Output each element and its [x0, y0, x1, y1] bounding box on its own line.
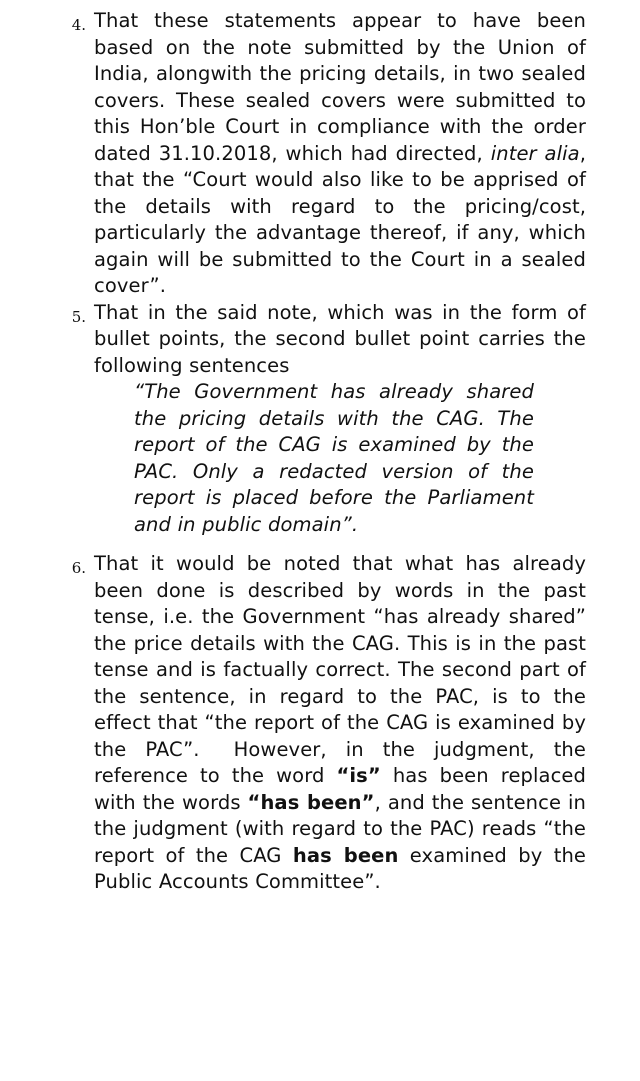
paragraph-6-run-1: That it would be noted that what has already been done is described by words in the past tense, i.e. the Government “has already shared” the price details with the CAG. This is in the past tense and is factually correct. The second part of the sentence, in regard to the PAC, is to the effect that “the report of the CAG is examined by the PAC”.: [94, 552, 586, 761]
paragraph-6-run-4-bold: “is”: [336, 764, 381, 787]
paragraph-5-run-1: That in the said note, which was in the form of bullet points, the second bullet point carries the following sentences: [94, 300, 586, 377]
paragraph-4: [60, 8, 586, 300]
paragraph-5-number: 5.: [71, 307, 86, 326]
paragraph-4-run-2-italic: inter alia: [490, 141, 580, 165]
paragraph-6-run-3: However, in the judgment, the reference to the word: [94, 737, 586, 787]
paragraph-6-run-8-bold: has been: [292, 843, 399, 867]
paragraph-6-run-5: has been replaced with the words: [94, 764, 586, 814]
paragraph-5: [60, 300, 586, 539]
paragraph-6-run-7: , and the sentence in the judgment (with regard to the PAC) reads “the report of the CAG: [94, 790, 586, 867]
paragraph-4-run-1: That these statements appear to have been based on the note submitted by the Union of India, alongwith the pricing details, in two sealed covers. These sealed covers were submitted to this Hon’ble Court in compliance with the order dated 31.10.2018, which had directed,: [94, 9, 586, 165]
paragraph-5-text: [94, 300, 586, 539]
paragraph-4-text: [94, 8, 586, 300]
paragraph-5-quotation: “The Government has already shared the pricing details with the CAG. The report of the CAG is examined by the PAC. Only a redacted version of the report is placed before the Parliament and in public domain”.: [134, 380, 534, 536]
paragraph-6-run-6-bold: “has been”: [247, 790, 375, 814]
paragraph-4-run-3: , that the “Court would also like to be apprised of the details with regard to the pricing/cost, particularly the advantage thereof, if any, which again will be submitted to the Court in a sealed cover”.: [94, 141, 587, 297]
spacer-after-paragraph-5: [60, 538, 586, 551]
paragraph-6: [60, 551, 586, 896]
paragraph-4-number: 4.: [71, 16, 86, 34]
paragraph-6-run-9: examined by the Public Accounts Committee”.: [94, 843, 587, 893]
paragraph-6-number: 6.: [71, 559, 86, 577]
paragraph-6-text: [94, 551, 586, 896]
